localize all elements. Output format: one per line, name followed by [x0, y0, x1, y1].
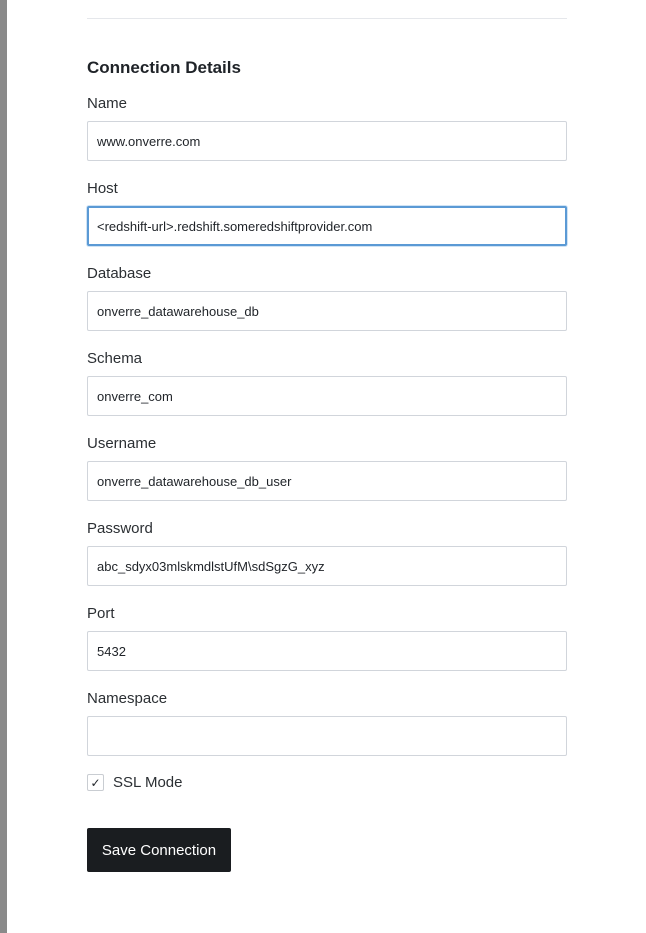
port-label: Port: [87, 605, 115, 622]
password-label: Password: [87, 520, 153, 537]
host-input[interactable]: <redshift-url>.redshift.someredshiftprovider.com: [87, 206, 567, 246]
name-label: Name: [87, 95, 128, 112]
ssl-mode-row: [87, 774, 183, 791]
section-title: Connection Details: [87, 58, 241, 77]
database-input[interactable]: onverre_datawarehouse_db: [87, 291, 567, 331]
schema-field-group: [87, 350, 567, 416]
ssl-mode-checkbox[interactable]: ✓: [87, 774, 104, 791]
password-input[interactable]: abc_sdyx03mlskmdlstUfM\sdSgzG_xyz: [87, 546, 567, 586]
namespace-field-group: [87, 690, 567, 756]
name-field-group: [87, 95, 567, 161]
host-label: Host: [87, 180, 118, 197]
schema-label: Schema: [87, 350, 143, 367]
password-field-group: [87, 520, 567, 586]
host-field-group: [87, 180, 567, 246]
username-input[interactable]: onverre_datawarehouse_db_user: [87, 461, 567, 501]
name-input[interactable]: www.onverre.com: [87, 121, 567, 161]
port-field-group: [87, 605, 567, 671]
username-field-group: [87, 435, 567, 501]
ssl-mode-label[interactable]: SSL Mode: [113, 774, 183, 791]
database-field-group: [87, 265, 567, 331]
username-label: Username: [87, 435, 157, 452]
namespace-label: Namespace: [87, 690, 168, 707]
section-divider: [87, 18, 567, 19]
database-label: Database: [87, 265, 152, 282]
port-input[interactable]: 5432: [87, 631, 567, 671]
save-connection-button[interactable]: Save Connection: [87, 828, 231, 872]
window-edge: [0, 0, 7, 933]
schema-input[interactable]: onverre_com: [87, 376, 567, 416]
namespace-input[interactable]: [87, 716, 567, 756]
